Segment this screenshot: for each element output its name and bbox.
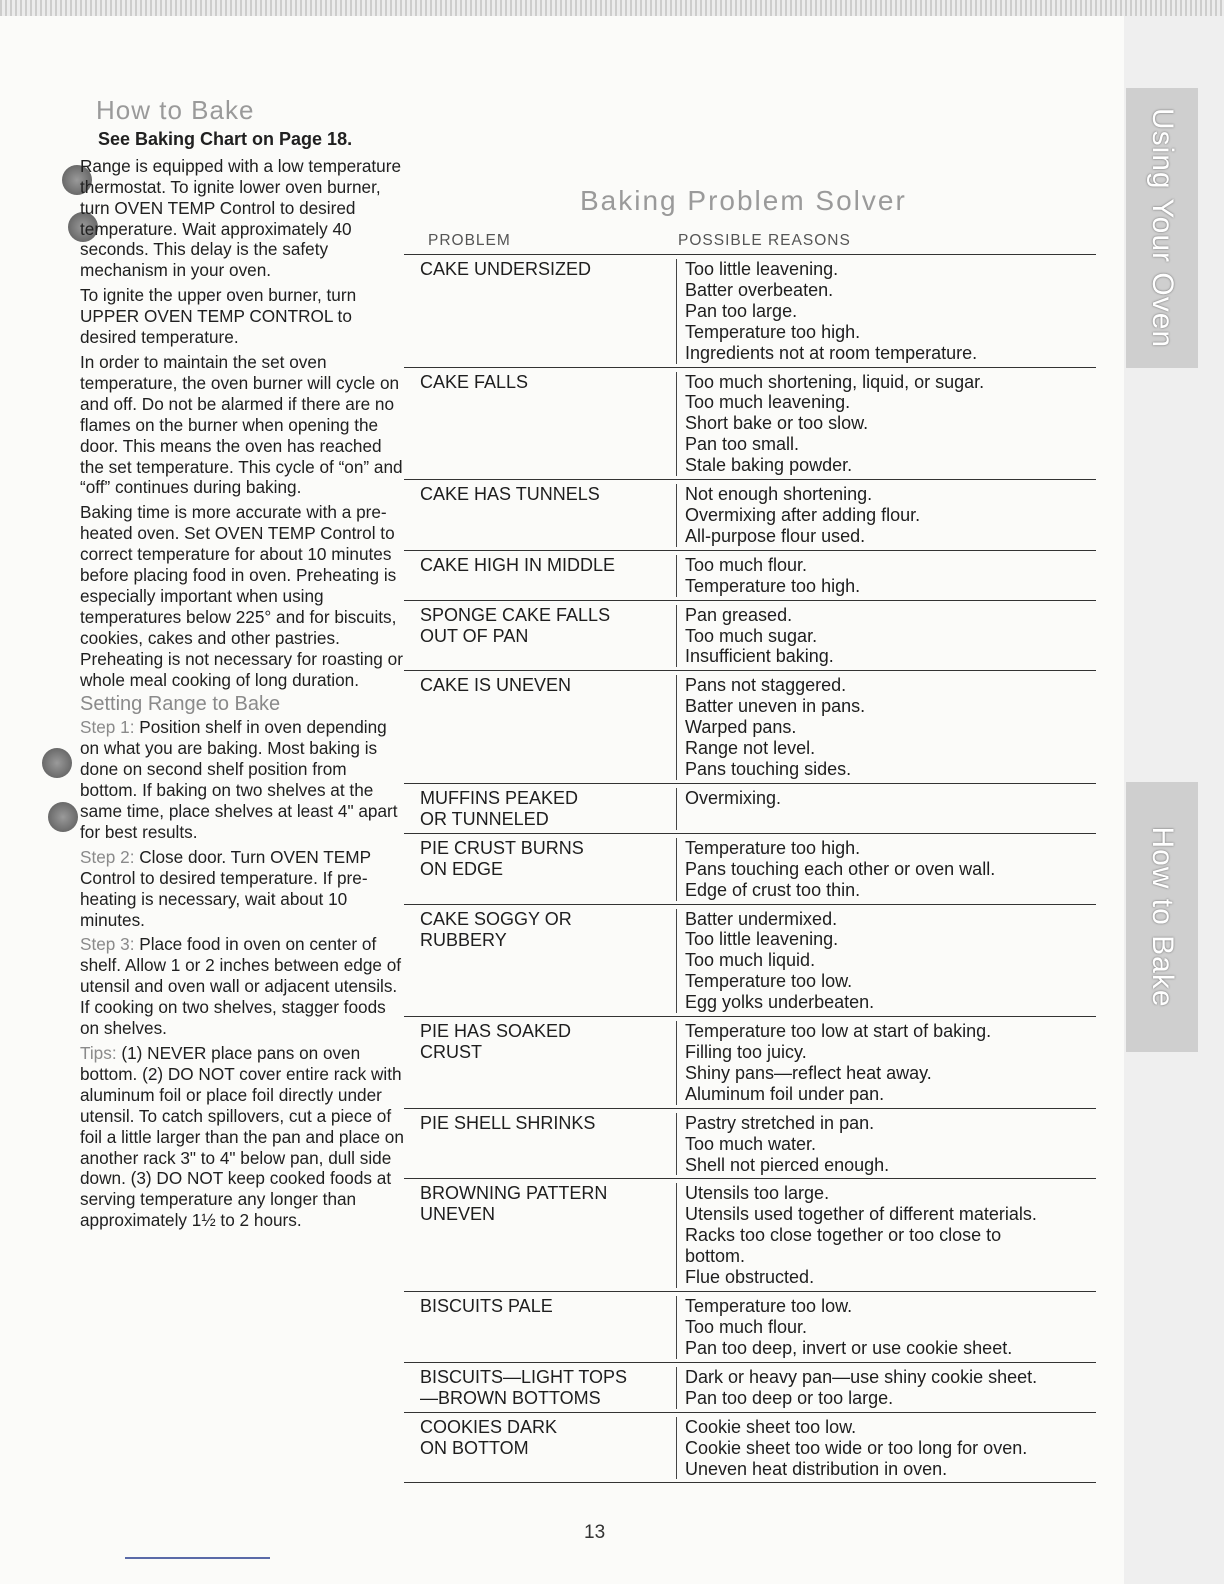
problem-line: ON BOTTOM: [420, 1437, 529, 1458]
problem-cell: [404, 372, 676, 477]
step-3: [80, 934, 405, 1039]
reason-line: Batter uneven in pans.: [685, 696, 866, 717]
table-body: [404, 255, 1096, 1483]
reason-line: Too much flour.: [685, 554, 808, 575]
table-row: [404, 255, 1096, 368]
reason-line: Too much liquid.: [685, 950, 816, 971]
scan-top-edge: [0, 0, 1224, 16]
reason-line: Batter undermixed.: [685, 908, 838, 929]
reason-line: Too much flour.: [685, 1316, 808, 1337]
reasons-cell: [676, 555, 1096, 597]
col-problem-header: PROBLEM: [428, 232, 511, 249]
table-row: [404, 480, 1096, 551]
tips: [80, 1043, 405, 1231]
problem-solver-table: [404, 232, 1096, 1483]
problem-cell: [404, 605, 676, 668]
reason-line: Pastry stretched in pan.: [685, 1112, 875, 1133]
reason-line: Filling too juicy.: [685, 1042, 807, 1062]
problem-line: OR TUNNELED: [420, 808, 549, 829]
step-text: Position shelf in oven depending on what you are baking. Most baking is done on second shelf position from bottom. If baking on two shelves at the same time, place shelves at least 4" apart for best results.: [80, 717, 398, 842]
table-row: [404, 671, 1096, 784]
problem-line: BROWNING PATTERN: [420, 1183, 608, 1204]
reason-line: Cookie sheet too wide or too long for oven.: [685, 1437, 1028, 1458]
paragraph: In order to maintain the set oven temperature, the oven burner will cycle on and off. Do not be alarmed if there are no flames on the burner when opening the door. This means the oven has reached the set temperature. This cycle of “on” and “off” continues during baking.: [80, 351, 403, 498]
table-row: [404, 1413, 1096, 1484]
reasons-cell: [676, 909, 1096, 1014]
problem-line: CAKE UNDERSIZED: [420, 259, 592, 279]
problem-line: CRUST: [420, 1042, 482, 1063]
table-row: [404, 1179, 1096, 1292]
reasons-cell: [676, 1367, 1096, 1409]
problem-line: PIE CRUST BURNS: [420, 837, 584, 858]
table-row: [404, 368, 1096, 481]
reason-line: Pans touching sides.: [685, 758, 852, 779]
problem-line: BISCUITS—LIGHT TOPS: [420, 1366, 628, 1387]
problem-line: OUT OF PAN: [420, 625, 529, 646]
paragraph: Range is equipped with a low temperature thermostat. To ignite lower oven burner, turn OVEN TEMP Control to desired temperature. Wait approximately 40 seconds. This delay is the safety mechanism in your oven.: [80, 155, 402, 281]
problem-line: SPONGE CAKE FALLS: [420, 604, 611, 625]
reason-line: Too much shortening, liquid, or sugar.: [685, 371, 985, 392]
problem-line: CAKE FALLS: [420, 371, 529, 392]
table-header: [404, 232, 1096, 255]
table-row: [404, 905, 1096, 1018]
reason-line: Edge of crust too thin.: [685, 879, 861, 900]
reason-line: Pan too large.: [685, 300, 798, 321]
step-label: Step 1:: [80, 717, 135, 738]
problem-cell: [404, 484, 676, 547]
reason-line: Overmixing after adding flour.: [685, 504, 921, 525]
table-row: [404, 784, 1096, 834]
reason-line: bottom.: [685, 1246, 746, 1267]
tips-label: Tips:: [80, 1042, 117, 1063]
step-text: Close door. Turn OVEN TEMP Control to desired temperature. If pre-heating is necessary, wait about 10 minutes.: [80, 846, 371, 930]
paragraph: Baking time is more accurate with a pre-heated oven. Set OVEN TEMP Control to correct temperature for about 10 minutes before placing food in oven. Preheating is especially important when using temperatures below 225° and for biscuits, cookies, cakes and other pastries. Preheating is not necessary for roasting or whole meal cooking of long duration.: [80, 502, 403, 690]
reasons-cell: [676, 675, 1096, 780]
reason-line: Too much sugar.: [685, 625, 818, 646]
reason-line: Warped pans.: [685, 717, 797, 738]
step-label: Step 2:: [80, 846, 135, 867]
col-reasons-header: POSSIBLE REASONS: [678, 232, 851, 249]
problem-line: CAKE SOGGY OR: [420, 908, 572, 929]
reason-line: Pan too deep, invert or use cookie sheet.: [685, 1337, 1013, 1358]
table-row: [404, 1109, 1096, 1180]
reason-line: Overmixing.: [685, 787, 782, 808]
tab-label: Using Your Oven: [1146, 107, 1179, 349]
problem-line: BISCUITS PALE: [420, 1295, 553, 1316]
problem-cell: [404, 788, 676, 830]
reasons-cell: [676, 1021, 1096, 1105]
problem-line: CAKE HAS TUNNELS: [420, 484, 600, 505]
paragraph: To ignite the upper oven burner, turn UPPER OVEN TEMP CONTROL to desired temperature.: [80, 285, 357, 348]
solver-title: Baking Problem Solver: [580, 185, 907, 216]
table-row: [404, 551, 1096, 601]
reason-line: Temperature too high.: [685, 837, 861, 858]
problem-line: ON EDGE: [420, 858, 504, 879]
reason-line: Pans not staggered.: [685, 675, 847, 696]
problem-line: COOKIES DARK: [420, 1416, 558, 1437]
problem-cell: [404, 1113, 676, 1176]
reason-line: Too little leavening.: [685, 929, 839, 950]
problem-line: CAKE IS UNEVEN: [420, 675, 572, 696]
scan-bottom-mark: [125, 1557, 270, 1559]
table-row: [404, 1363, 1096, 1413]
problem-cell: [404, 259, 676, 364]
reason-line: Stale baking powder.: [685, 455, 853, 476]
page-number: 13: [584, 1522, 606, 1543]
step-text: Place food in oven on center of shelf. Allow 1 or 2 inches between edge of utensil and oven wall or adjacent utensils. If cooking on two shelves, stagger foods on shelves.: [80, 934, 402, 1039]
reason-line: Temperature too high.: [685, 575, 861, 596]
reason-line: Not enough shortening.: [685, 484, 873, 505]
reason-line: Temperature too low.: [685, 1295, 853, 1316]
reason-line: Aluminum foil under pan.: [685, 1083, 885, 1104]
tips-text: (1) NEVER place pans on oven bottom. (2) DO NOT cover entire rack with aluminum foil or place foil directly under utensil. To catch spillovers, cut a piece of foil a little larger than the pan and place on another rack 3" to 4" below pan, dull side down. (3) DO NOT keep cooked foods at serving temperature any longer than approximately 1½ to 2 hours.: [80, 1042, 404, 1231]
reason-line: Ingredients not at room temperature.: [685, 342, 978, 363]
problem-cell: [404, 1021, 676, 1105]
reason-line: Shiny pans—reflect heat away.: [685, 1062, 932, 1083]
step-2: [80, 847, 405, 931]
reasons-cell: [676, 259, 1096, 364]
problem-cell: [404, 555, 676, 597]
problem-cell: [404, 675, 676, 780]
table-row: [404, 1017, 1096, 1109]
problem-line: MUFFINS PEAKED: [420, 787, 579, 808]
problem-cell: [404, 1417, 676, 1480]
subsection-title: Setting Range to Bake: [80, 693, 281, 716]
reasons-cell: [676, 1113, 1096, 1176]
reason-line: Utensils too large.: [685, 1183, 830, 1204]
tab-how-to-bake[interactable]: [1126, 782, 1198, 1052]
problem-line: PIE SHELL SHRINKS: [420, 1112, 596, 1133]
tab-using-your-oven[interactable]: [1126, 88, 1198, 368]
table-row: [404, 834, 1096, 905]
see-baking-chart: See Baking Chart on Page 18.: [98, 128, 353, 149]
reason-line: Batter overbeaten.: [685, 279, 834, 300]
reason-line: Too little leavening.: [685, 259, 839, 279]
how-to-bake-column: [80, 95, 405, 1235]
problem-cell: [404, 1367, 676, 1409]
reason-line: Shell not pierced enough.: [685, 1154, 890, 1175]
reason-line: Temperature too high.: [685, 321, 861, 342]
reasons-cell: [676, 1296, 1096, 1359]
reasons-cell: [676, 838, 1096, 901]
step-label: Step 3:: [80, 934, 135, 955]
table-row: [404, 601, 1096, 672]
reasons-cell: [676, 372, 1096, 477]
problem-cell: [404, 1183, 676, 1288]
reason-line: Too much water.: [685, 1133, 817, 1154]
problem-line: UNEVEN: [420, 1204, 496, 1225]
reasons-cell: [676, 1417, 1096, 1480]
problem-cell: [404, 838, 676, 901]
binder-hole: [42, 748, 72, 778]
problem-line: PIE HAS SOAKED: [420, 1021, 572, 1042]
reason-line: Pan too deep or too large.: [685, 1387, 894, 1408]
reason-line: Short bake or too slow.: [685, 413, 869, 434]
reason-line: Too much leavening.: [685, 392, 851, 413]
reason-line: Dark or heavy pan—use shiny cookie sheet.: [685, 1366, 1038, 1387]
reason-line: Racks too close together or too close to: [685, 1225, 1002, 1246]
problem-cell: [404, 1296, 676, 1359]
problem-line: —BROWN BOTTOMS: [420, 1387, 601, 1408]
step-1: [80, 717, 405, 842]
reason-line: Temperature too low.: [685, 971, 853, 992]
reason-line: Pan too small.: [685, 434, 800, 455]
reason-line: Uneven heat distribution in oven.: [685, 1458, 948, 1479]
reason-line: Utensils used together of different materials.: [685, 1204, 1037, 1225]
table-row: [404, 1292, 1096, 1363]
reason-line: Pan greased.: [685, 604, 793, 625]
problem-cell: [404, 909, 676, 1014]
reason-line: Pans touching each other or oven wall.: [685, 858, 996, 879]
reasons-cell: [676, 605, 1096, 668]
problem-line: RUBBERY: [420, 929, 507, 950]
reasons-cell: [676, 484, 1096, 547]
reasons-cell: [676, 1183, 1096, 1288]
reason-line: Cookie sheet too low.: [685, 1416, 857, 1437]
reason-line: Insufficient baking.: [685, 646, 834, 667]
section-title: How to Bake: [96, 95, 255, 125]
reason-line: Range not level.: [685, 738, 816, 759]
problem-line: CAKE HIGH IN MIDDLE: [420, 554, 616, 575]
reasons-cell: [676, 788, 1096, 830]
reason-line: Flue obstructed.: [685, 1267, 815, 1288]
tab-label: How to Bake: [1146, 826, 1179, 1008]
binder-hole: [48, 802, 78, 832]
reason-line: Egg yolks underbeaten.: [685, 992, 875, 1013]
reason-line: All-purpose flour used.: [685, 525, 866, 546]
reason-line: Temperature too low at start of baking.: [685, 1021, 992, 1042]
